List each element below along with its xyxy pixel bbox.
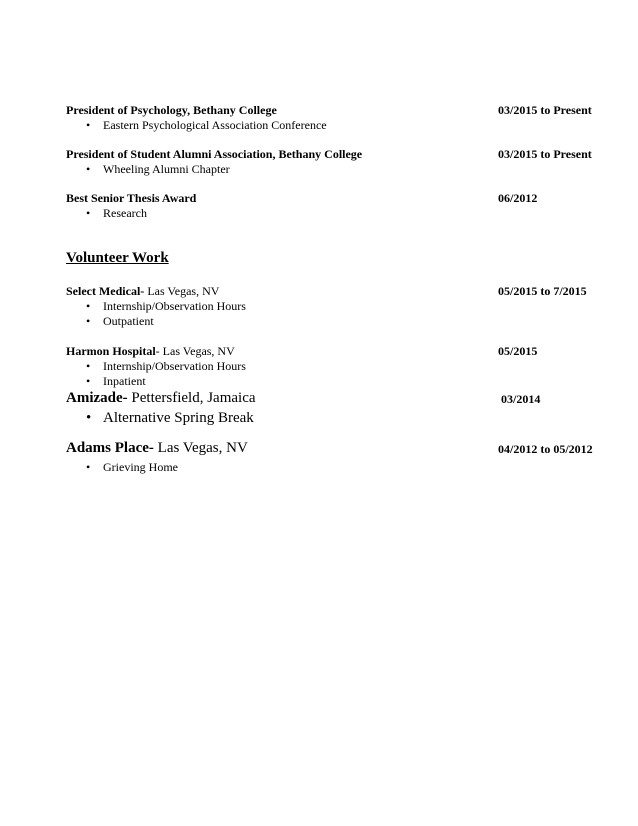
- section-heading-volunteer: Volunteer Work: [66, 250, 169, 266]
- list-item: • Alternative Spring Break: [66, 408, 601, 428]
- volunteer-org: [66, 440, 248, 456]
- award-date: 03/2015 to Present: [498, 103, 592, 117]
- volunteer-date: 03/2014: [501, 392, 541, 406]
- volunteer-org: [66, 284, 219, 298]
- list-item: • Eastern Psychological Association Conference: [66, 118, 601, 133]
- volunteer-entry: [66, 438, 601, 475]
- award-entry: [66, 190, 601, 221]
- org-location: Las Vegas, NV: [153, 440, 248, 456]
- list-item: • Internship/Observation Hours: [66, 299, 601, 314]
- list-item: • Internship/Observation Hours: [66, 359, 601, 374]
- org-name: Adams Place-: [66, 440, 154, 456]
- volunteer-org: [66, 390, 256, 406]
- org-location: - Las Vegas, NV: [155, 344, 235, 358]
- volunteer-entry: [66, 343, 601, 389]
- volunteer-date: 05/2015 to 7/2015: [498, 284, 587, 298]
- list-item: • Grieving Home: [66, 460, 601, 475]
- org-name: Amizade-: [66, 390, 128, 406]
- list-item: • Research: [66, 206, 601, 221]
- volunteer-date: 05/2015: [498, 344, 538, 358]
- award-title: President of Psychology, Bethany College: [66, 103, 277, 117]
- volunteer-entry: [66, 283, 601, 329]
- award-title: Best Senior Thesis Award: [66, 191, 197, 205]
- volunteer-date: 04/2012 to 05/2012: [498, 442, 593, 456]
- list-item: • Wheeling Alumni Chapter: [66, 162, 601, 177]
- org-location: Las Vegas, NV: [144, 284, 220, 298]
- list-item: • Inpatient: [66, 374, 601, 389]
- org-location: Pettersfield, Jamaica: [127, 390, 256, 406]
- list-item: • Outpatient: [66, 314, 601, 329]
- org-name: Harmon Hospital: [66, 344, 156, 358]
- award-entry: [66, 102, 601, 133]
- award-entry: [66, 146, 601, 177]
- award-title: President of Student Alumni Association, Bethany College: [66, 147, 363, 161]
- award-date: 03/2015 to Present: [498, 147, 592, 161]
- volunteer-org: [66, 344, 235, 358]
- award-date: 06/2012: [498, 191, 538, 205]
- org-name: Select Medical-: [66, 284, 145, 298]
- volunteer-entry: [66, 388, 601, 428]
